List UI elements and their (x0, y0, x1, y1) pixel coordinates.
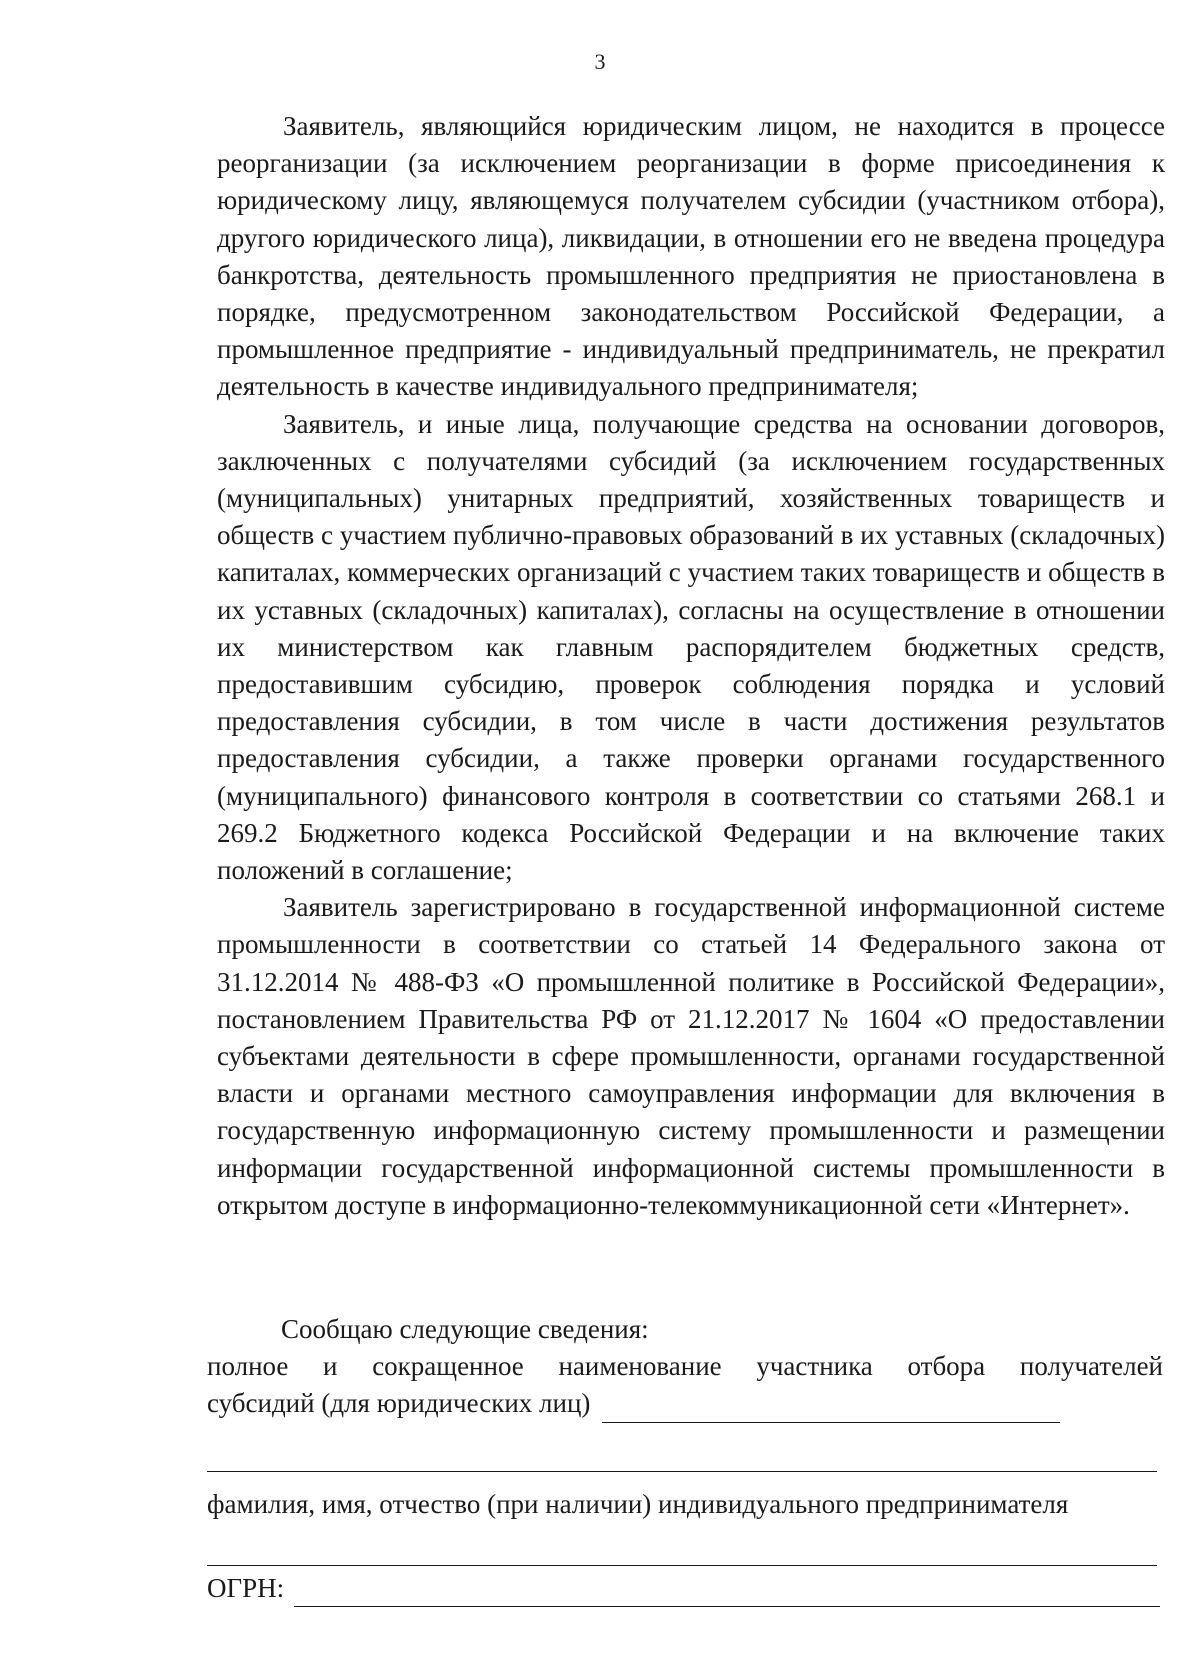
full-name-row (207, 1385, 1163, 1422)
ogrn-row (207, 1570, 1163, 1607)
applicant-info-form (207, 1311, 1163, 1607)
full-name-label-continued: субсидий (для юридических лиц) (207, 1388, 591, 1419)
page-number: 3 (594, 49, 606, 74)
form-intro: Сообщаю следующие сведения: (281, 1314, 649, 1344)
paragraph-gisp-registration: Заявитель зарегистрировано в государственной информационной системе промышленности в соответствии со статьей 14 Федерального закона от 31.12.2014 № 488-ФЗ «О промышленной политике в Российской Федерации», постановлением Правительства РФ от 21.12.2017 № 1604 «О предоставлении субъектами деятельности в сфере промышленности, органами государственной власти и органами местного самоуправления информации для включения в государственную информационную систему промышленности и размещении информации государственной информационной системы промышленности в открытом доступе в информационно-телекоммуникационной сети «Интернет». (217, 892, 1165, 1220)
ogrn-label: ОГРН: (207, 1572, 285, 1603)
full-name-input-line[interactable] (602, 1396, 1060, 1423)
ogrn-input-line[interactable] (294, 1580, 1160, 1607)
ip-name-input-line[interactable] (207, 1523, 1157, 1566)
paragraph-reorganization: Заявитель, являющийся юридическим лицом, не находится в процессе реорганизации (за исключением реорганизации в форме присоединения к юридическому лицу, являющемуся получателем субсидии (участником отбора), другого юридического лица), ликвидации, в отношении его не введена процедура банкротства, деятельность промышленного предприятия не приостановлена в порядке, предусмотренном законодательством Российской Федерации, а промышленное предприятие - индивидуальный предприниматель, не прекратил деятельность в качестве индивидуального предпринимателя; (217, 111, 1165, 402)
ip-name-label: фамилия, имя, отчество (при наличии) индивидуального предпринимателя (207, 1488, 1069, 1519)
document-body (217, 108, 1165, 1224)
full-name-label: полное и сокращенное наименование участника отбора получателей (207, 1351, 1163, 1382)
full-name-input-line-2[interactable] (207, 1423, 1157, 1472)
paragraph-audit-consent: Заявитель, и иные лица, получающие средства на основании договоров, заключенных с получателями субсидий (за исключением государственных (муниципальных) унитарных предприятий, хозяйственных товариществ и обществ с участием публично-правовых образований в их уставных (складочных) капиталах, коммерческих организаций с участием таких товариществ и обществ в их уставных (складочных) капиталах), согласны на осуществление в отношении их министерством как главным распорядителем бюджетных средств, предоставившим субсидию, проверок соблюдения порядка и условий предоставления субсидии, в том числе в части достижения результатов предоставления субсидии, а также проверки органами государственного (муниципального) финансового контроля в соответствии со статьями 268.1 и 269.2 Бюджетного кодекса Российской Федерации и на включение таких положений в соглашение; (217, 408, 1165, 886)
